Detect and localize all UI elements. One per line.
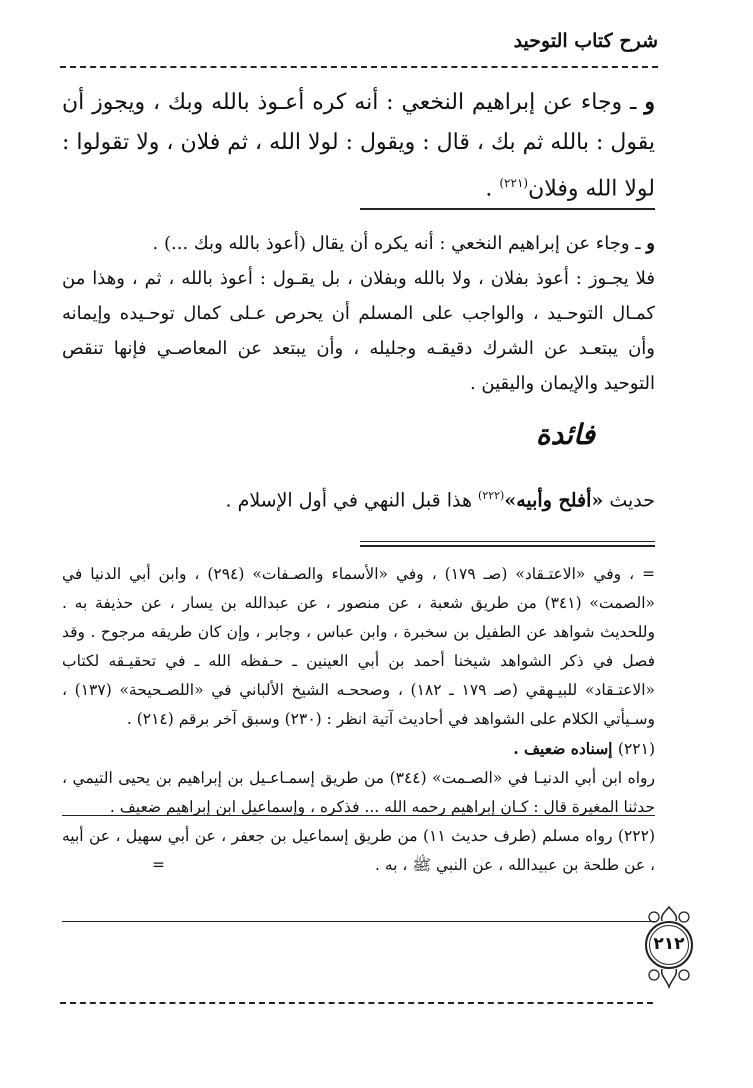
commentary-text bbox=[62, 226, 655, 401]
quote-end: . bbox=[485, 176, 500, 202]
commentary-line1: ـ وجاء عن إبراهيم النخعي : أنه يكره أن يقال (أعوذ بالله وبك ...) . bbox=[152, 233, 647, 254]
faida-footnote-ref: (٢٢٢) bbox=[478, 489, 505, 502]
footnote-222-number: (٢٢٢) bbox=[617, 827, 656, 845]
footnote-divider-top bbox=[360, 541, 655, 542]
faida-text bbox=[62, 478, 655, 518]
footnotes-section bbox=[62, 560, 655, 880]
quote-bullet: و bbox=[644, 89, 655, 115]
commentary-bullet: و bbox=[646, 233, 655, 254]
running-header-title: شرح كتاب التوحيد bbox=[513, 30, 658, 52]
footer-divider bbox=[60, 1002, 653, 1004]
footnote-221-heading bbox=[62, 734, 655, 764]
faida-body: هذا قبل النهي في أول الإسلام . bbox=[225, 489, 479, 512]
footnote-222-body: رواه مسلم (طرف حديث ١١) من طريق إسماعيل بن جعفر ، عن أبي سهيل ، عن أبيه ، عن طلحة بن عبيدالله ، عن النبي ﷺ ، به . bbox=[62, 827, 655, 874]
footnote-continued: = ، وفي «الاعتـقاد» (صـ ١٧٩) ، وفي «الأسماء والصـفات» (٢٩٤) ، وابن أبي الدنيا في «الصمت» (٣٤١) من طريق شعبة ، عن منصور ، عن عبدالله بن يسار ، عن حذيفة به . وللحديث شواهد عن الطفيل بن سخبرة ، وابن عباس ، وجابر ، وإن كان طريقه مرجوح . وقد فصل في ذكر الشواهد شيخنا أحمد بن أبي العينين ـ حـفظه الله ـ في تحقيـقه لكتاب «الاعتـقاد» للبيـهقي (صـ ١٧٩ ـ ١٨٢) ، وصححـه الشيخ الألباني في «اللصـحيحة» (١٣٧) ، وسـيأتي الكلام على الشواهد في أحاديث آتية انظر : (٢٣٠) وسبق آخر برقم (٢١٤) . bbox=[62, 565, 655, 728]
faida-prefix: حديث bbox=[603, 489, 655, 512]
commentary-first-line bbox=[62, 226, 655, 261]
quoted-text bbox=[62, 82, 655, 209]
footnote-221-title: إسناده ضعيف . bbox=[513, 739, 618, 758]
page-number-ornament bbox=[640, 905, 698, 990]
faida-heading: فائدة bbox=[535, 418, 595, 451]
footnote-rule bbox=[62, 921, 655, 922]
footnote-222-continuation: = bbox=[152, 856, 165, 874]
footnote-rule bbox=[62, 815, 655, 816]
section-divider bbox=[360, 208, 655, 210]
commentary-paragraph: فلا يجـوز : أعوذ بفلان ، ولا بالله وبفلان ، بل يقـول : أعوذ بالله ، ثم ، وهذا من كمـال التوحـيد ، والواجب على المسلم أن يحرص عـلى كمال توحـيده وإيمانه وأن يبتعـد عن الشرك دقيقـه وجليله ، وأن يبتعد عن المعاصـي فإنها تنقص التوحيد والإيمان واليقين . bbox=[62, 268, 655, 394]
footnote-222 bbox=[62, 822, 655, 880]
faida-hadith: «أفلح وأبيه» bbox=[504, 489, 604, 512]
quote-body: ـ وجاء عن إبراهيم النخعي : أنه كره أعـوذ بالله وبك ، ويجوز أن يقول : بالله ثم بك ، قال : ويقول : لولا الله ، ثم فلان ، ولا تقولوا : لولا الله وفلان bbox=[62, 90, 655, 202]
footnote-divider-bottom bbox=[360, 545, 655, 547]
footnote-221-number: (٢٢١) bbox=[617, 740, 655, 758]
quote-footnote-ref: (٢٢١) bbox=[499, 176, 529, 190]
header-divider bbox=[60, 66, 658, 68]
footnote-221-body: رواه ابن أبي الدنيـا في «الصـمت» (٣٤٤) من طريق إسمـاعـيل بن إبراهيم بن يحيى التيمي ، حدثنا المغيرة قال : كـان إبراهيم رحمه الله ... فذكره ، وإسماعيل ابن إبراهيم ضعيف . bbox=[62, 769, 655, 816]
page-number: ٢١٢ bbox=[653, 934, 685, 954]
